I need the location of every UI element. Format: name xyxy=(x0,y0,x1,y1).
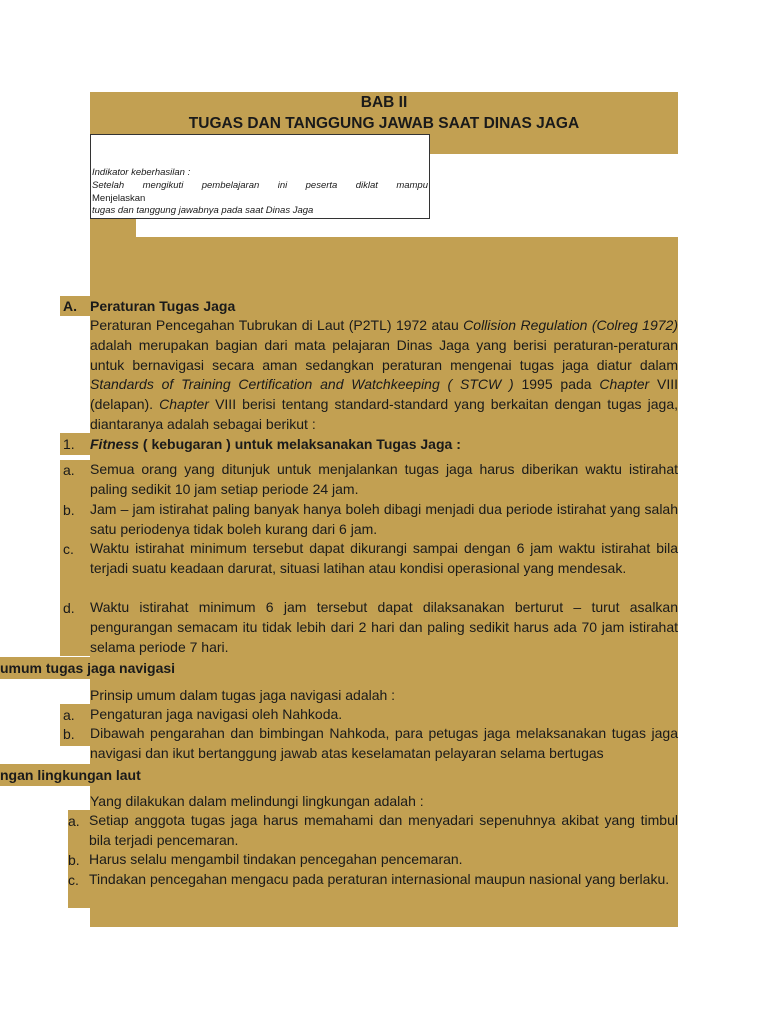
sub3-heading: ngan lingkungan laut xyxy=(0,767,141,783)
sub1-heading: Fitness ( kebugaran ) untuk melaksanakan Tugas Jaga : xyxy=(90,436,461,452)
sub3-intro: Yang dilakukan dalam melindungi lingkungan adalah : xyxy=(90,793,424,809)
box-side-fill xyxy=(428,134,678,154)
sub2-intro: Prinsip umum dalam tugas jaga navigasi adalah : xyxy=(90,687,396,703)
sub1-item-a-marker: a. xyxy=(63,462,75,478)
indicator-box xyxy=(90,134,430,219)
sub1-item-a: Semua orang yang ditunjuk untuk menjalankan tugas jaga harus diberikan waktu istirahat paling sedikit 10 jam setiap periode 24 jam. xyxy=(90,461,678,497)
indicator-line-1 xyxy=(92,180,428,193)
sub3-item-b: Harus selalu mengambil tindakan pencegahan pencemaran. xyxy=(89,851,463,867)
sub1-item-c-marker: c. xyxy=(63,541,74,557)
indicator-word: peserta xyxy=(305,180,338,191)
sub1-item-b: Jam – jam istirahat paling banyak hanya boleh dibagi menjadi dua periode istirahat yang salah satu periodenya tidak boleh kurang dari 6 jam. xyxy=(90,501,678,537)
sub1-item-b-marker: b. xyxy=(63,502,75,518)
sub2-item-a: Pengaturan jaga navigasi oleh Nahkoda. xyxy=(90,706,343,722)
indicator-label: Indikator keberhasilan : xyxy=(92,167,191,178)
sub1-marker: 1. xyxy=(63,436,75,452)
sub3-item-a-marker: a. xyxy=(68,813,80,829)
box-bottom-tab xyxy=(90,217,136,237)
indicator-word: mampu xyxy=(396,180,428,191)
indicator-word: pembelajaran xyxy=(201,180,260,191)
indicator-word: Setelah xyxy=(92,180,125,191)
sub2-heading: umum tugas jaga navigasi xyxy=(0,660,176,676)
indicator-line-2: Menjelaskan xyxy=(92,193,146,204)
sub1-item-d-marker: d. xyxy=(63,600,75,616)
sub3-item-a: Setiap anggota tugas jaga harus memahami dan menyadari sepenuhnya akibat yang timbul bila terjadi pencemaran. xyxy=(89,812,678,848)
indicator-word: mengikuti xyxy=(142,180,184,191)
sub2-item-b: Dibawah pengarahan dan bimbingan Nahkoda, para petugas jaga melaksanakan tugas jaga navigasi dan ikut bertanggung jawab atas keselamatan pelayaran selama bertugas xyxy=(90,725,678,761)
sub3-item-c: Tindakan pencegahan mengacu pada peraturan internasional maupun nasional yang berlaku. xyxy=(89,871,670,887)
sub2-item-b-marker: b. xyxy=(63,726,75,742)
chapter-label: BAB II xyxy=(360,94,408,111)
section-a-paragraph: Peraturan Pencegahan Tubrukan di Laut (P2TL) 1972 atau Collision Regulation (Colreg 1972) adalah merupakan bagian dari mata pelajaran Dinas Jaga yang berisi peraturan-peraturan untuk bernavigasi secara aman sedangkan peraturan mengenai tugas jaga diatur dalam Standards of Training Certification and Watchkeeping ( STCW ) 1995 pada Chapter VIII (delapan). Chapter VIII berisi tentang standard-standard yang berkaitan dengan tugas jaga, diantaranya adalah sebagai berikut : xyxy=(90,317,678,432)
sub1-item-c: Waktu istirahat minimum tersebut dapat dikurangi sampai dengan 6 jam waktu istirahat bila terjadi suatu keadaan darurat, situasi latihan atau kondisi operasional yang mendesak. xyxy=(90,540,678,576)
section-a-marker: A. xyxy=(63,298,77,314)
sub1-item-d: Waktu istirahat minimum 6 jam tersebut dapat dilaksanakan berturut – turut asalkan pengurangan semacam itu tidak lebih dari 2 hari dan paling sedikit harus ada 70 jam istirahat selama periode 7 hari. xyxy=(90,599,678,655)
indicator-word: diklat xyxy=(355,180,378,191)
indicator-word: ini xyxy=(277,180,288,191)
section-a-heading: Peraturan Tugas Jaga xyxy=(90,298,236,314)
sub2-item-a-marker: a. xyxy=(63,707,75,723)
sub3-item-b-marker: b. xyxy=(68,852,80,868)
indicator-line-3: tugas dan tanggung jawabnya pada saat Dinas Jaga xyxy=(92,205,314,216)
sub3-item-c-marker: c. xyxy=(68,872,79,888)
chapter-title: TUGAS DAN TANGGUNG JAWAB SAAT DINAS JAGA xyxy=(188,115,580,132)
